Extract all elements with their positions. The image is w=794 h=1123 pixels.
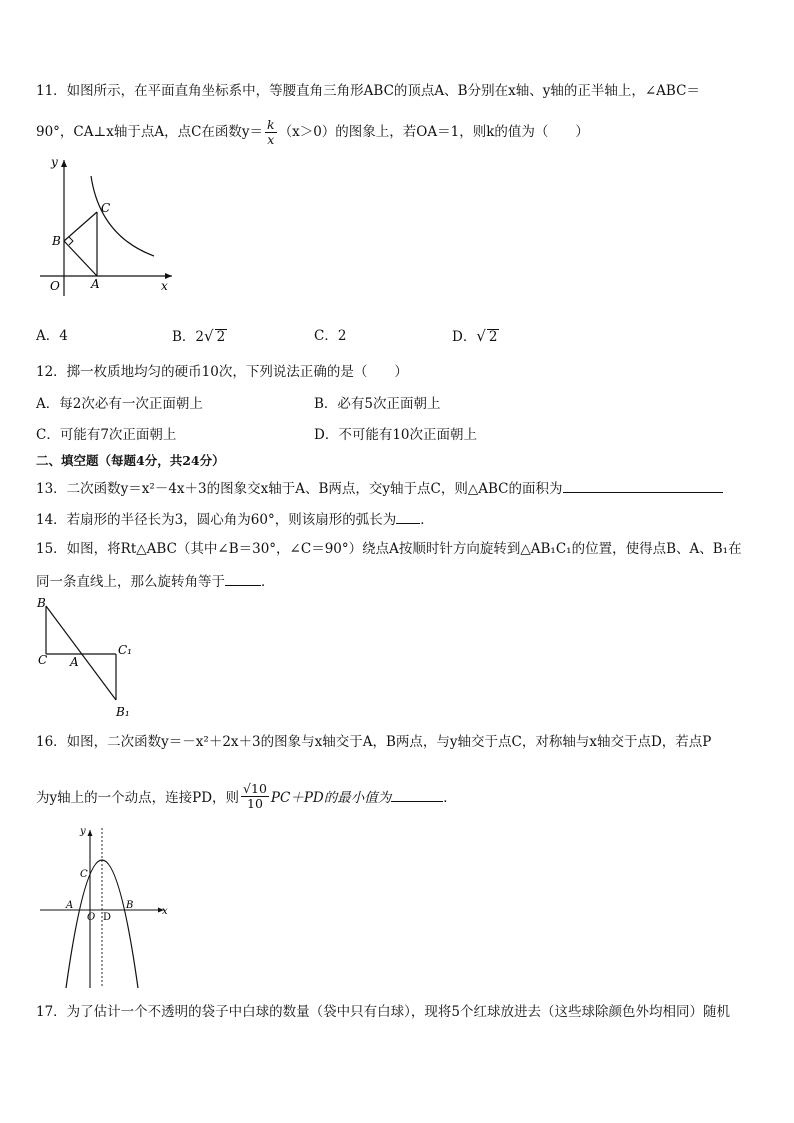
q16-fig-C: C [80,869,88,880]
q16-fig-y: y [80,826,86,837]
q11-figure [36,150,186,300]
q16-figure [36,822,176,992]
q11-option-b[interactable]: B．2√ 2 [172,327,226,345]
q16-fig-B: B [126,900,134,911]
q11-line2 [36,118,589,147]
q14-text: 14．若扇形的半径长为3，圆心角为60°，则该扇形的弧长为 ． [36,509,434,529]
q11-fig-O: O [50,279,60,293]
q11-fig-A: A [91,277,100,291]
q11-option-a[interactable]: A．4 [36,328,68,344]
q12-stem: 12．掷一枚质地均匀的硬币10次，下列说法正确的是（ ） [36,364,408,380]
q15-line1: 15．如图，将Rt△ABC（其中∠B＝30°，∠C＝90°）绕点A按顺时针方向旋转到△AB₁C₁的位置，使得点B、A、B₁在 [36,541,742,557]
q11-line2-b: （x＞0）的图象上，若OA＝1，则k的值为（ ） [278,124,589,140]
q11-line2-a: 90°，CA⊥x轴于点A，点C在函数y＝ [36,124,264,140]
q15-fig-C1: C₁ [118,643,132,657]
q13-text: 13．二次函数y＝x²－4x＋3的图象交x轴于A、B两点，交y轴于点C，则△ABC的面积为 [36,478,723,498]
q15-fig-B: B [37,596,46,610]
q12-option-d[interactable]: D．不可能有10次正面朝上 [314,427,478,443]
q16-line1: 16．如图，二次函数y＝－x²＋2x＋3的图象与x轴交于A，B两点，与y轴交于点C，对称轴与x轴交于点D，若点P [36,734,712,750]
q11-fraction: $\frac{k}{x}$ [267,117,275,147]
q15-line2: 同一条直线上，那么旋转角等于 ． [36,571,275,591]
q15-fig-B1: B₁ [116,705,130,719]
q17-text: 17．为了估计一个不透明的袋子中白球的数量（袋中只有白球），现将5个红球放进去（这些球除颜色外均相同）随机 [36,1004,731,1020]
q16-fig-O: O [87,912,96,923]
q16-line2: 为y轴上的一个动点，连接PD，则 $\frac{√10}{10}$ PC＋PD的最小值为 ． [36,781,457,811]
q16-answer-blank[interactable] [391,787,443,802]
q14-answer-blank[interactable] [396,509,420,524]
q15-fig-A: A [70,655,79,669]
q11-fig-B: B [52,234,61,248]
section-title-fill-in: 二、填空题（每题4分，共24分） [36,453,225,468]
q12-option-c[interactable]: C．可能有7次正面朝上 [36,427,177,443]
q16-fraction: $\frac{√10}{10}$ [243,781,267,811]
q13-answer-blank[interactable] [563,478,723,493]
q11-fig-y: y [51,155,58,169]
q16-fig-A: A [66,900,74,911]
q15-fig-C: C [38,653,48,667]
q15-figure [36,592,146,722]
q11-fig-C: C [101,201,111,215]
q12-option-a[interactable]: A．每2次必有一次正面朝上 [36,396,203,412]
q15-answer-blank[interactable] [225,571,261,586]
q11-option-c[interactable]: C．2 [314,328,347,344]
q11-option-d[interactable]: D．√ 2 [452,327,498,345]
q11-fig-x: x [161,279,168,293]
q11-line1: 11．如图所示，在平面直角坐标系中，等腰直角三角形ABC的顶点A、B分别在x轴、y轴的正半轴上，∠ABC＝ [36,83,700,99]
q16-fig-D: D [103,912,112,923]
q16-fig-x: x [162,906,168,917]
q12-option-b[interactable]: B．必有5次正面朝上 [314,396,441,412]
